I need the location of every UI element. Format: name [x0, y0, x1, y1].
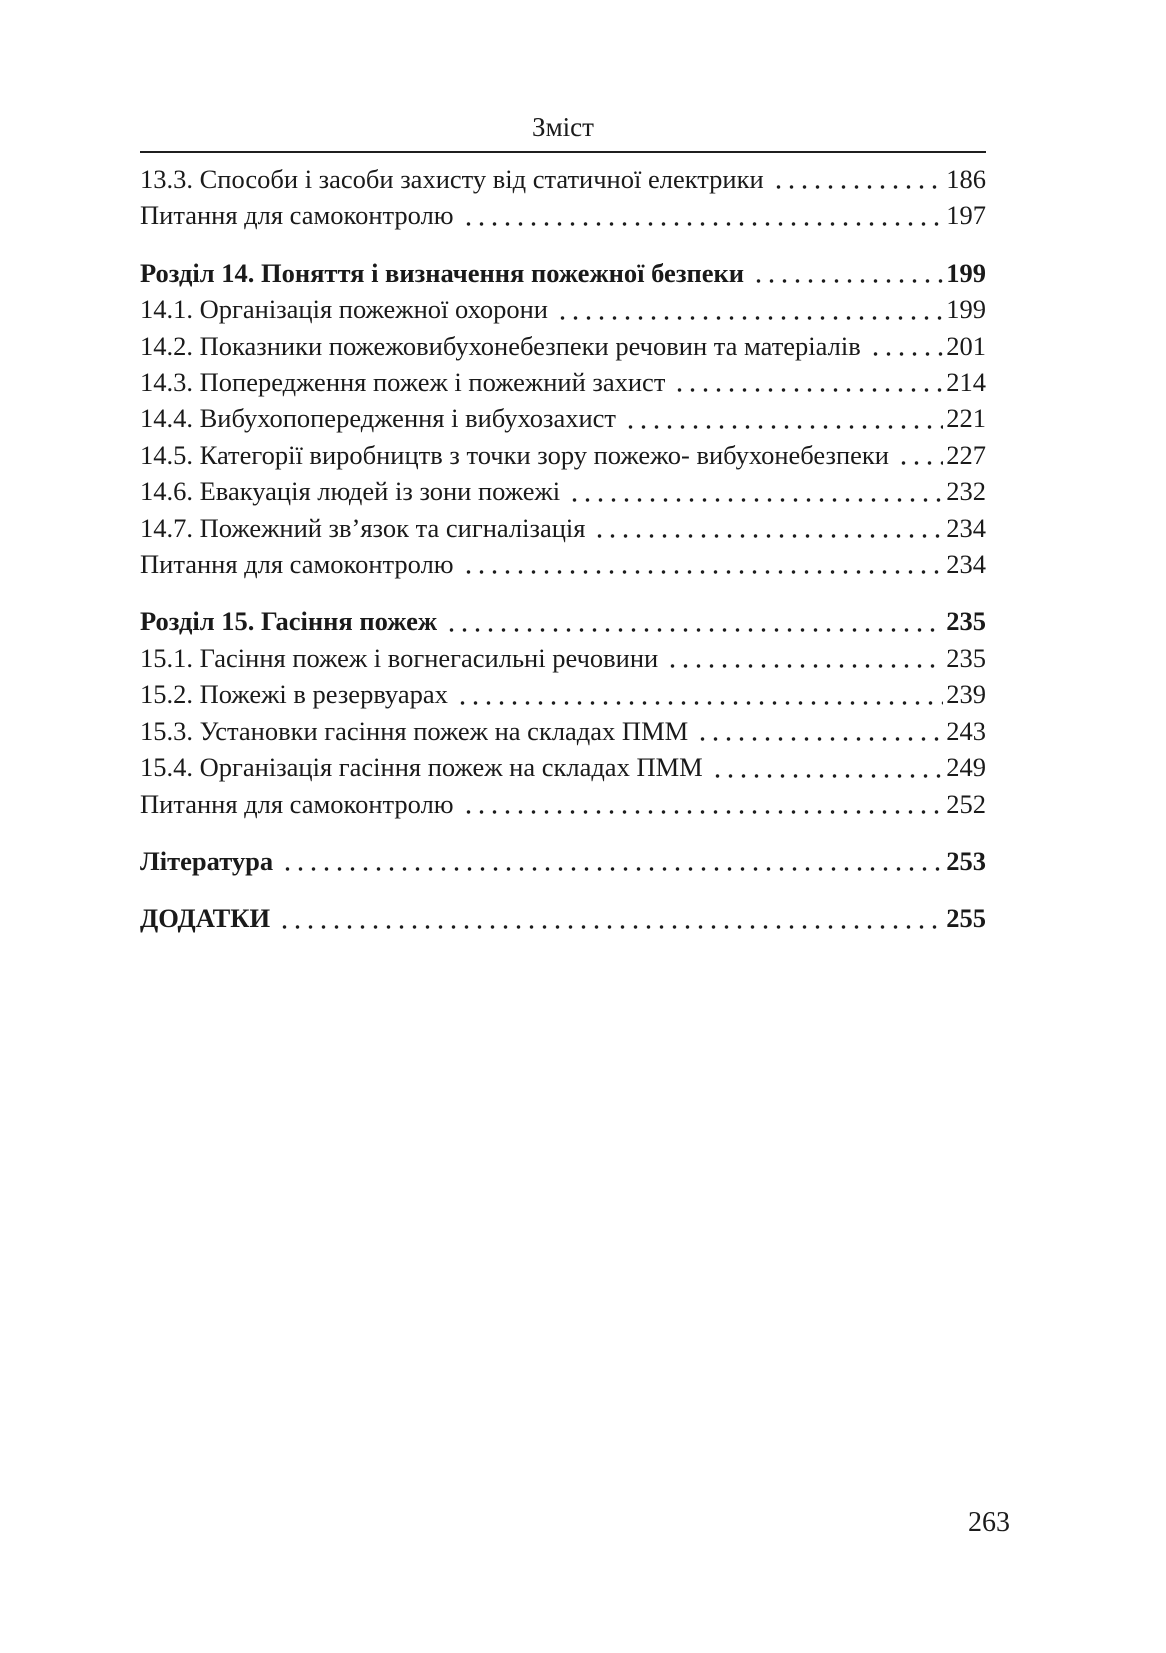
toc-entry-label: 14.5. Категорії виробництв з точки зору пожежо- вибухонебезпеки: [140, 439, 889, 470]
toc-entry-page: 243: [946, 715, 986, 746]
toc-entry: [140, 161, 986, 197]
toc-leader-dots: [279, 843, 943, 879]
toc-leader-dots: [460, 546, 944, 582]
toc-entry-page: 197: [946, 200, 986, 231]
toc-leader-dots: [671, 364, 943, 400]
toc-entry-label: 15.3. Установки гасіння пожеж на складах ПММ: [140, 715, 689, 746]
toc-leader-dots: [622, 400, 943, 436]
toc-entry: [140, 900, 986, 936]
toc-entry-label: Розділ 14. Поняття і визначення пожежної безпеки: [140, 257, 745, 288]
toc-section: [140, 900, 986, 936]
toc-entry-page: 252: [946, 788, 986, 819]
toc-entry: [140, 749, 986, 785]
toc-entry-page: 186: [946, 164, 986, 194]
page-content: [140, 110, 986, 937]
toc-entry-page: 235: [946, 642, 986, 673]
toc-entry-page: 234: [946, 512, 986, 543]
toc-entry-page: 227: [946, 439, 986, 470]
toc-entry: [140, 676, 986, 712]
toc-entry: [140, 640, 986, 676]
toc-entry-label: 14.3. Попередження пожеж і пожежний захист: [140, 367, 666, 398]
toc-entry: [140, 546, 986, 582]
toc-entry-page: 249: [946, 752, 986, 783]
toc-entry-label: Питання для самоконтролю: [140, 549, 454, 580]
toc-entry-page: 253: [946, 845, 986, 876]
toc-section: [140, 843, 986, 879]
toc-entry: [140, 328, 986, 364]
toc-leader-dots: [664, 640, 943, 676]
toc-leader-dots: [770, 161, 944, 197]
toc-leader-dots: [554, 291, 943, 327]
toc-leader-dots: [895, 437, 943, 473]
page-header: [140, 110, 986, 153]
toc-entry-label: 14.6. Евакуація людей із зони пожежі: [140, 476, 561, 507]
toc-entry-label: Питання для самоконтролю: [140, 788, 454, 819]
page-number: 263: [968, 1507, 1010, 1538]
toc-entry-page: 221: [946, 403, 986, 434]
toc-entry-label: 14.7. Пожежний зв’язок та сигналізація: [140, 512, 586, 543]
toc-entry-label: 15.4. Організація гасіння пожеж на складах ПММ: [140, 752, 703, 783]
toc-entry: [140, 843, 986, 879]
toc-entry: [140, 400, 986, 436]
toc-entry-label: 14.2. Показники пожежовибухонебезпеки речовин та матеріалів: [140, 330, 861, 361]
header-rule: [140, 151, 986, 153]
toc-entry-page: 234: [946, 549, 986, 580]
toc-leader-dots: [443, 603, 943, 639]
toc-leader-dots: [460, 786, 944, 822]
toc-leader-dots: [750, 255, 943, 291]
toc-leader-dots: [454, 676, 943, 712]
toc-entry-label: 14.1. Організація пожежної охорони: [140, 294, 548, 325]
toc-leader-dots: [591, 510, 943, 546]
toc-entry-label: Питання для самоконтролю: [140, 200, 454, 231]
toc-leader-dots: [276, 900, 943, 936]
toc-entry-label: Література: [140, 845, 274, 876]
toc-entry-label: 15.1. Гасіння пожеж і вогнегасильні речовини: [140, 642, 659, 673]
toc-entry-label: Розділ 15. Гасіння пожеж: [140, 606, 438, 637]
toc-entry: [140, 437, 986, 473]
toc-entry-page: 232: [946, 476, 986, 507]
toc-section: [140, 603, 986, 821]
toc-entry-page: 214: [946, 367, 986, 398]
toc-entry: [140, 510, 986, 546]
toc-entry-label: 15.2. Пожежі в резервуарах: [140, 679, 448, 710]
page-title: Зміст: [532, 112, 594, 142]
toc-leader-dots: [694, 713, 943, 749]
toc-entry: [140, 364, 986, 400]
toc-entry-label: ДОДАТКИ: [140, 903, 271, 934]
toc-entry: [140, 786, 986, 822]
toc-entry-page: 199: [946, 257, 986, 288]
toc-entry: [140, 197, 986, 233]
toc-entry-page: 235: [946, 606, 986, 637]
toc-leader-dots: [867, 328, 943, 364]
toc-entry-page: 255: [946, 903, 986, 934]
toc-entry: [140, 291, 986, 327]
toc-leader-dots: [709, 749, 944, 785]
toc-section: [140, 161, 986, 234]
toc-list: [140, 161, 986, 937]
toc-entry: [140, 255, 986, 291]
toc-entry-page: 201: [946, 330, 986, 361]
toc-entry-label: 14.4. Вибухопопередження і вибухозахист: [140, 403, 617, 434]
toc-entry-page: 239: [946, 679, 986, 710]
toc-entry-page: 199: [946, 294, 986, 325]
toc-leader-dots: [566, 473, 943, 509]
toc-entry: [140, 713, 986, 749]
toc-section: [140, 255, 986, 583]
toc-entry: [140, 473, 986, 509]
toc-leader-dots: [460, 197, 944, 233]
toc-entry-label: 13.3. Способи і засоби захисту від статичної електрики: [140, 164, 764, 194]
toc-entry: [140, 603, 986, 639]
